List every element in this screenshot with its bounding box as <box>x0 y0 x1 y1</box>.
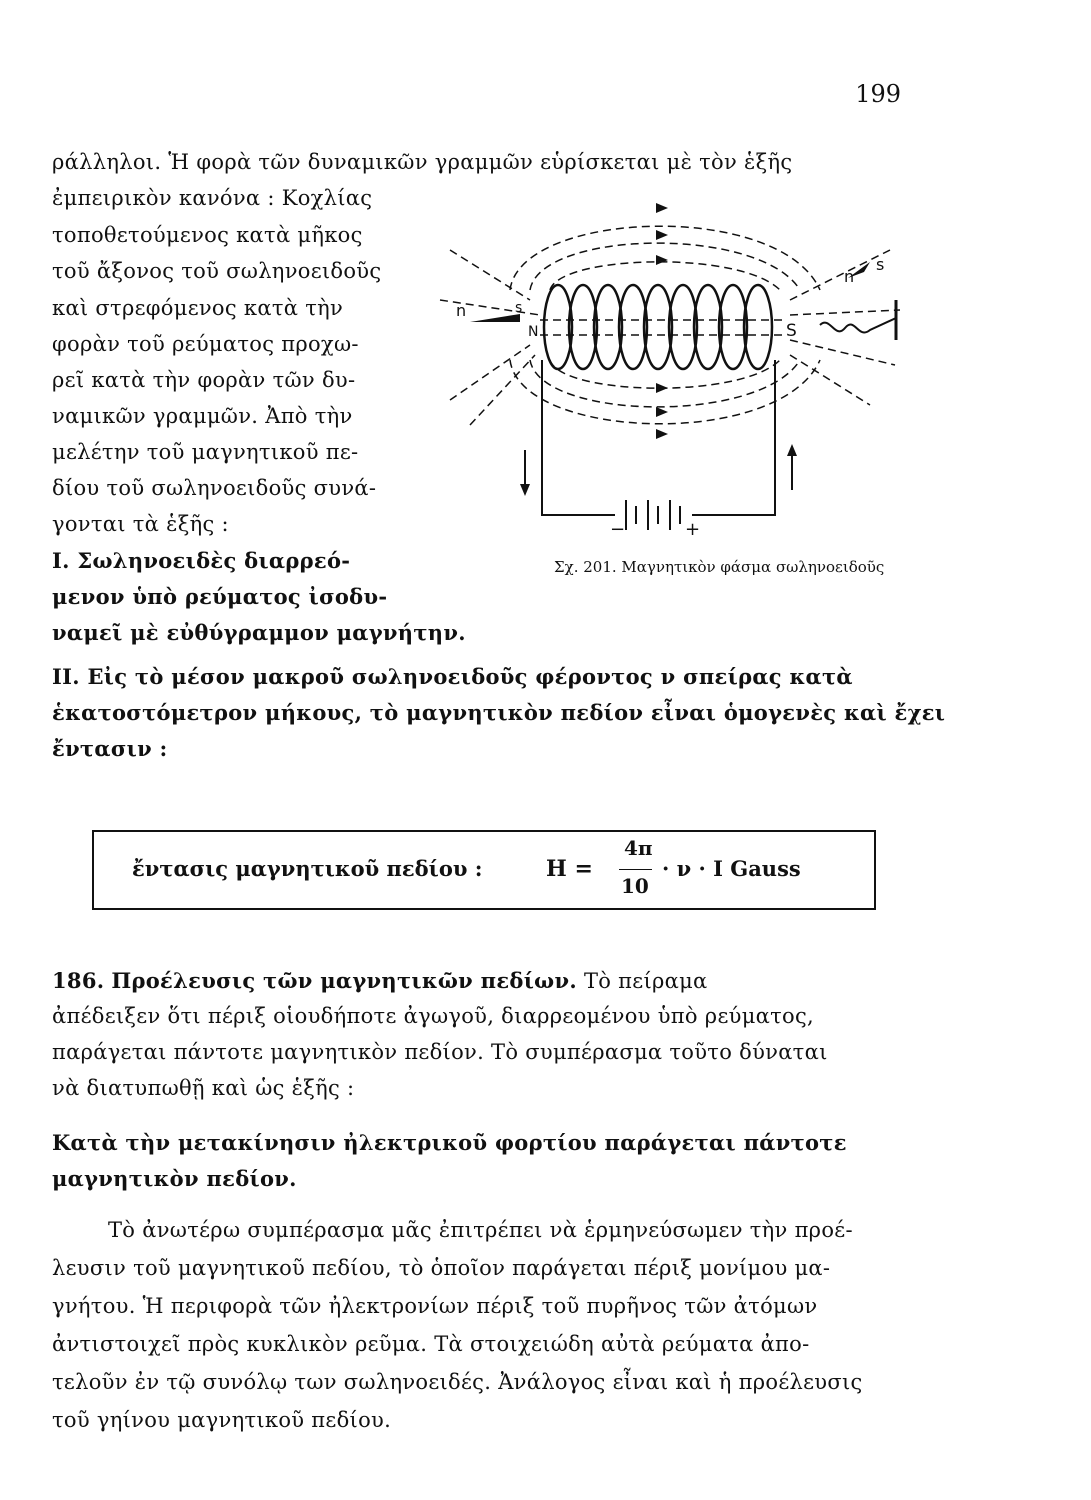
final-paragraph-line: λευσιν τοῦ μαγνητικοῦ πεδίου, τὸ ὁποῖον παράγεται πέριξ μονίμου μα- <box>52 1256 831 1280</box>
paragraph1-line: τοῦ ἄξονος τοῦ σωληνοειδοῦς <box>52 259 382 283</box>
paragraph1-line: δίου τοῦ σωληνοειδοῦς συνά- <box>52 476 377 500</box>
label-minus: − <box>610 519 626 540</box>
label-s-right: s <box>876 255 885 274</box>
formula-denominator: 10 <box>621 874 649 898</box>
fraction-bar <box>619 869 652 870</box>
rule2-line: II. Εἰς τὸ μέσον μακροῦ σωληνοειδοῦς φέροντος ν σπείρας κατὰ <box>52 664 853 689</box>
label-S: S <box>786 321 797 341</box>
conclusion-line: μαγνητικὸν πεδίον. <box>52 1166 297 1191</box>
conclusion-line: Κατὰ τὴν μετακίνησιν ἠλεκτρικοῦ φορτίου παράγεται πάντοτε <box>52 1130 847 1155</box>
formula-numerator: 4π <box>624 836 653 860</box>
formula-rhs: · ν · I Gauss <box>662 856 801 881</box>
section-title: Προέλευσις τῶν μαγνητικῶν πεδίων. <box>111 968 577 993</box>
paragraph1-line: μελέτην τοῦ μαγνητικοῦ πε- <box>52 440 359 464</box>
section-186-line: παράγεται πάντοτε μαγνητικὸν πεδίον. Τὸ συμπέρασμα τοῦτο δύναται <box>52 1040 828 1064</box>
figure-caption: Σχ. 201. Μαγνητικὸν φάσμα σωληνοειδοῦς <box>554 558 885 576</box>
paragraph1-line: καὶ στρεφόμενος κατὰ τὴν <box>52 296 344 320</box>
label-n-right: n <box>844 267 855 286</box>
rule2-line: ἔντασιν : <box>52 736 168 761</box>
paragraph1-line: ράλληλοι. Ἡ φορὰ τῶν δυναμικῶν γραμμῶν εὑρίσκεται μὲ τὸν ἑξῆς <box>52 150 793 174</box>
formula-lhs: H = <box>546 856 593 882</box>
section-186-line: ἀπέδειξεν ὅτι πέριξ οἱουδήποτε ἀγωγοῦ, διαρρεομένου ὑπὸ ρεύματος, <box>52 1004 815 1028</box>
label-n-left: n <box>456 301 467 320</box>
final-paragraph-line: Τὸ ἀνωτέρω συμπέρασμα μᾶς ἐπιτρέπει νὰ ἑρμηνεύσωμεν τὴν προέ- <box>108 1218 853 1242</box>
paragraph1-line: γονται τὰ ἑξῆς : <box>52 512 229 536</box>
final-paragraph-line: ἀντιστοιχεῖ πρὸς κυκλικὸν ρεῦμα. Τὰ στοιχειώδη αὐτὰ ρεύματα ἀπο- <box>52 1332 810 1356</box>
page-number: 199 <box>855 80 901 108</box>
final-paragraph-line: γνήτου. Ἡ περιφορὰ τῶν ἠλεκτρονίων πέριξ τοῦ πυρῆνος τῶν ἀτόμων <box>52 1294 818 1318</box>
solenoid-figure <box>430 190 910 550</box>
rule1-line: μενον ὑπὸ ρεύματος ἰσοδυ- <box>52 584 388 609</box>
section-186-line: νὰ διατυπωθῇ καὶ ὡς ἑξῆς : <box>52 1076 355 1100</box>
paragraph1-line: τοποθετούμενος κατὰ μῆκος <box>52 223 363 247</box>
formula-box <box>92 830 876 910</box>
paragraph1-line: φορὰν τοῦ ρεύματος προχω- <box>52 332 359 356</box>
rule1-line: ναμεῖ μὲ εὐθύγραμμον μαγνήτην. <box>52 620 466 645</box>
section-text: Τὸ πείραμα <box>583 969 708 993</box>
section-186-heading-line <box>52 968 708 993</box>
final-paragraph-line: τοῦ γηίνου μαγνητικοῦ πεδίου. <box>52 1408 392 1432</box>
paragraph1-line: ρεῖ κατὰ τὴν φορὰν τῶν δυ- <box>52 368 356 392</box>
rule1-line: I. Σωληνοειδὲς διαρρεό- <box>52 548 351 573</box>
section-number: 186. <box>52 968 105 993</box>
final-paragraph-line: τελοῦν ἐν τῷ συνόλῳ των σωληνοειδές. Ἀνάλογος εἶναι καὶ ἡ προέλευσις <box>52 1370 863 1394</box>
paragraph1-line: ναμικῶν γραμμῶν. Ἀπὸ τὴν <box>52 404 353 428</box>
rule2-line: ἑκατοστόμετρον μήκους, τὸ μαγνητικὸν πεδίον εἶναι ὁμογενὲς καὶ ἔχει <box>52 700 946 725</box>
label-plus: + <box>685 519 701 540</box>
label-N: N <box>528 324 539 340</box>
label-s-small: s <box>515 300 523 316</box>
paragraph1-line: ἐμπειρικὸν κανόνα : Κοχλίας <box>52 186 373 210</box>
formula-label: ἔντασις μαγνητικοῦ πεδίου : <box>132 856 483 881</box>
